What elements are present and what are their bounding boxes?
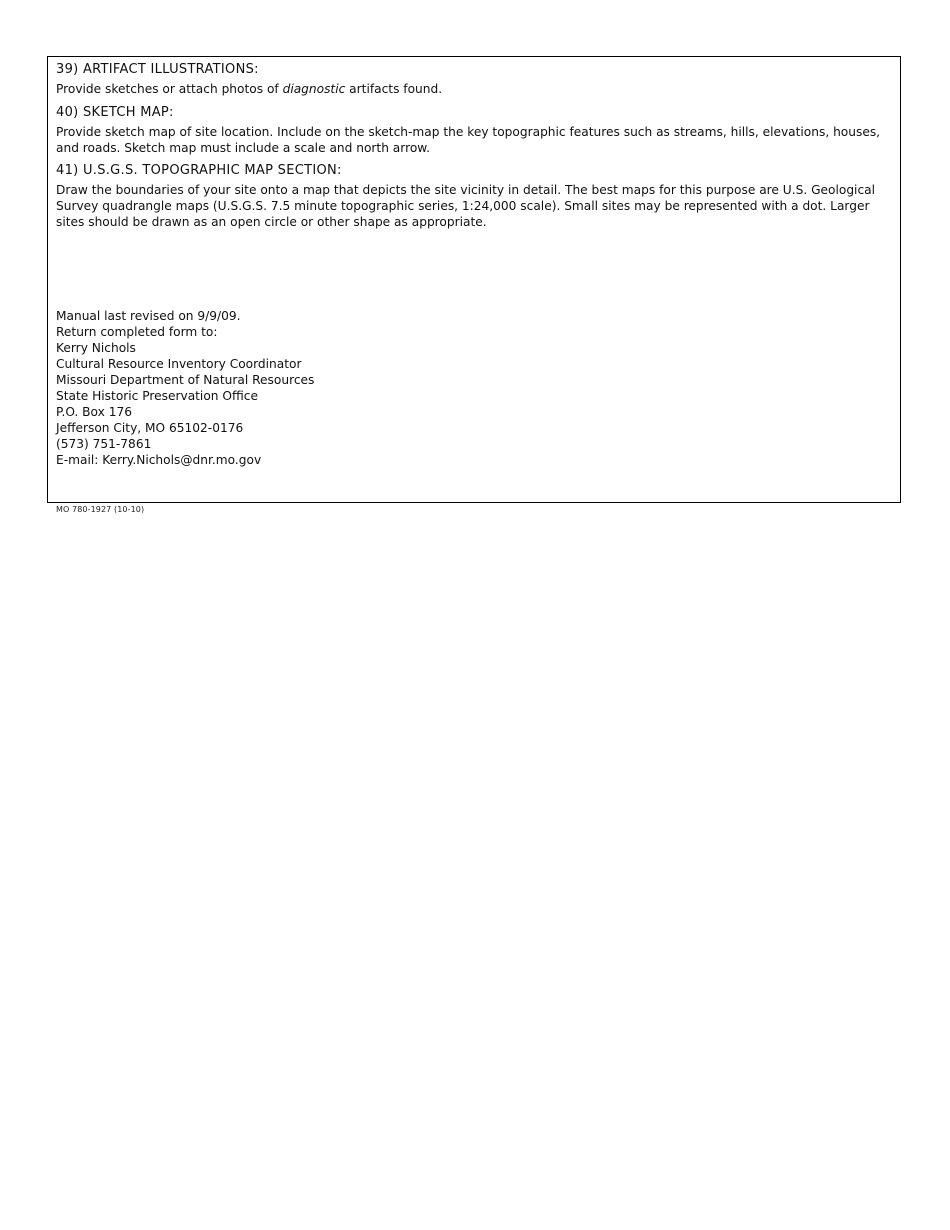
topographic-map-section xyxy=(56,163,892,230)
contact-name: Kerry Nichols xyxy=(56,341,136,355)
instructions-emphasis: diagnostic xyxy=(282,82,346,96)
instructions-text-after: artifacts found. xyxy=(345,82,443,96)
sketch-map-instructions: Provide sketch map of site location. Include on the sketch-map the key topographic features such as streams, hills, elevations, houses, and roads. Sketch map must include a scale and north arrow. xyxy=(56,125,881,155)
revision-note: Manual last revised on 9/9/09. xyxy=(56,309,241,323)
form-section-box xyxy=(47,56,901,503)
instructions-text-before: Provide sketches or attach photos of xyxy=(56,82,283,96)
artifact-illustrations-instructions xyxy=(56,81,892,97)
contact-office: State Historic Preservation Office xyxy=(56,389,258,403)
return-address-block xyxy=(56,308,314,468)
form-number: MO 780-1927 (10-10) xyxy=(56,505,145,514)
contact-po-box: P.O. Box 176 xyxy=(56,405,132,419)
topographic-map-instructions: Draw the boundaries of your site onto a map that depicts the site vicinity in detail. The best maps for this purpose are U.S. Geological Survey quadrangle maps (U.S.G.S. 7.5 minute topographic series, 1:24,000 scale). Small sites may be represented with a dot. Larger sites should be drawn as an open circle or other shape as appropriate. xyxy=(56,183,875,229)
artifact-illustrations-heading: 39) ARTIFACT ILLUSTRATIONS: xyxy=(56,62,259,77)
contact-phone: (573) 751-7861 xyxy=(56,437,152,451)
artifact-illustrations-section xyxy=(56,62,892,97)
topographic-map-heading: 41) U.S.G.S. TOPOGRAPHIC MAP SECTION: xyxy=(56,163,342,178)
sketch-map-heading: 40) SKETCH MAP: xyxy=(56,105,174,120)
return-instruction: Return completed form to: xyxy=(56,325,218,339)
contact-email: E-mail: Kerry.Nichols@dnr.mo.gov xyxy=(56,453,262,467)
contact-department: Missouri Department of Natural Resources xyxy=(56,373,315,387)
contact-city: Jefferson City, MO 65102-0176 xyxy=(56,421,244,435)
sketch-map-section xyxy=(56,105,892,156)
contact-title: Cultural Resource Inventory Coordinator xyxy=(56,357,302,371)
